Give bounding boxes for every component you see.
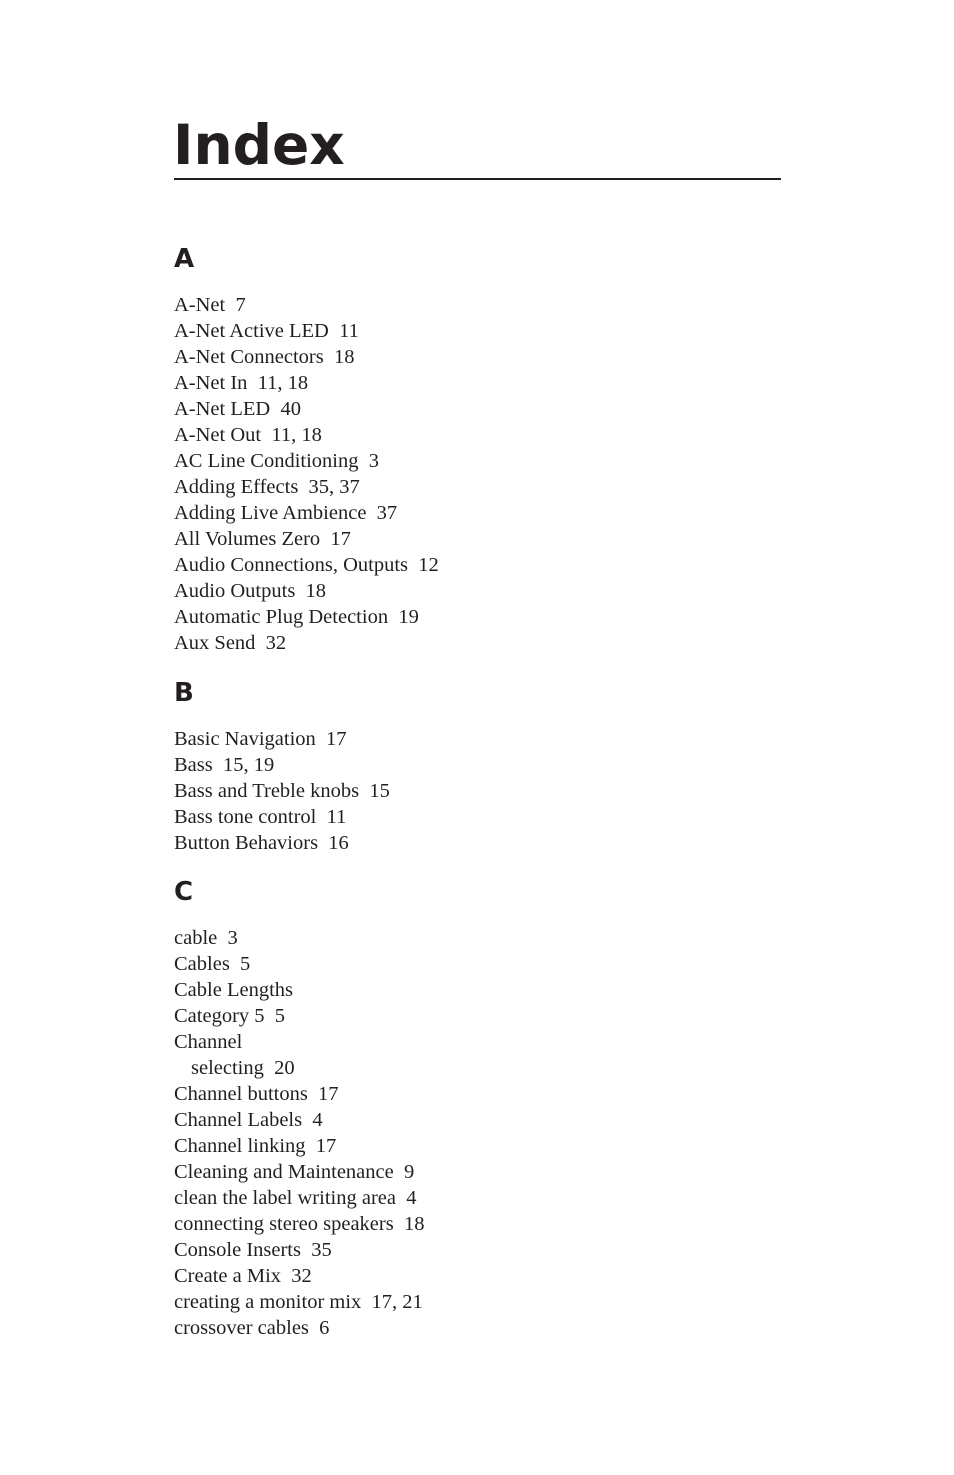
page-title-text: Index <box>173 113 345 177</box>
index-entry: A-Net Out 11, 18 <box>174 424 322 446</box>
entry-list-a <box>174 292 781 656</box>
index-entry: Audio Outputs 18 <box>174 580 327 602</box>
entry-list-c <box>174 925 781 1341</box>
index-entry: Adding Effects 35, 37 <box>174 476 360 498</box>
index-section-c <box>174 877 781 1341</box>
index-entry: Audio Connections, Outputs 12 <box>174 554 439 576</box>
index-entry: Channel linking 17 <box>174 1135 337 1157</box>
index-entry: A-Net Active LED 11 <box>174 320 359 342</box>
section-heading-a: A <box>174 244 195 274</box>
index-entry: Channel Labels 4 <box>174 1109 323 1131</box>
index-entry: Channel buttons 17 <box>174 1083 339 1105</box>
index-entry: Aux Send 32 <box>174 632 287 654</box>
index-entry: Button Behaviors 16 <box>174 832 349 854</box>
index-entry: Basic Navigation 17 <box>174 728 347 750</box>
index-entry: Channel <box>174 1031 243 1053</box>
index-entry: clean the label writing area 4 <box>174 1187 417 1209</box>
index-entry: connecting stereo speakers 18 <box>174 1213 425 1235</box>
index-entry: Category 5 5 <box>174 1005 286 1027</box>
index-entry: Bass 15, 19 <box>174 754 275 776</box>
index-entry: Bass and Treble knobs 15 <box>174 780 390 802</box>
index-subentry: selecting 20 <box>191 1057 295 1079</box>
index-section-b <box>174 678 781 856</box>
index-section-a <box>174 244 781 656</box>
section-heading-b: B <box>174 678 194 708</box>
index-entry: Console Inserts 35 <box>174 1239 332 1261</box>
index-entry: Automatic Plug Detection 19 <box>174 606 419 628</box>
index-entry: creating a monitor mix 17, 21 <box>174 1291 423 1313</box>
entry-list-b <box>174 726 781 856</box>
index-entry: A-Net LED 40 <box>174 398 301 420</box>
index-entry: Cable Lengths <box>174 979 293 1001</box>
index-entry: A-Net 7 <box>174 294 246 316</box>
index-entry: Cleaning and Maintenance 9 <box>174 1161 415 1183</box>
index-entry: All Volumes Zero 17 <box>174 528 351 550</box>
index-entry: Bass tone control 11 <box>174 806 347 828</box>
index-entry: crossover cables 6 <box>174 1317 330 1339</box>
page-title <box>173 113 781 180</box>
index-entry: Cables 5 <box>174 953 251 975</box>
index-entry: A-Net In 11, 18 <box>174 372 309 394</box>
index-entry: cable 3 <box>174 927 238 949</box>
section-heading-c: C <box>174 877 194 907</box>
index-entry: Create a Mix 32 <box>174 1265 312 1287</box>
index-entry: A-Net Connectors 18 <box>174 346 355 368</box>
index-entry: Adding Live Ambience 37 <box>174 502 398 524</box>
index-entry: AC Line Conditioning 3 <box>174 450 379 472</box>
